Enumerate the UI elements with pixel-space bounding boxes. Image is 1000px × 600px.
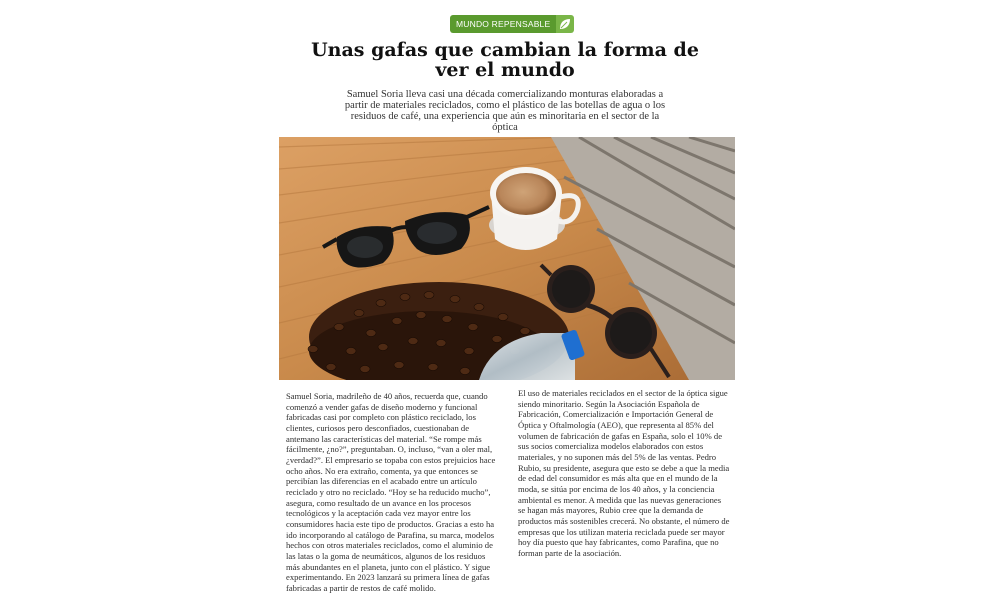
article-title: Unas gafas que cambian la forma de ver el mundo [311,39,699,81]
article-subtitle: Samuel Soria lleva casi una década comercializando monturas elaboradas a partir de materiales reciclados, como el plástico de las botellas de agua o los residuos de café, una experiencia que aún es minoritaria en el sector de la óptica [344,89,666,133]
leaf-icon [556,15,574,33]
article-photo [279,137,735,380]
article-body-column-right: El uso de materiales reciclados en el sector de la óptica sigue siendo minoritario. Según la Asociación Española de Fabricación, Comercialización e Importación General de Óptica y Oftalmología (AEO), que representa al 85% del volumen de fabricación de gafas en España, solo el 10% de sus socios comercializa modelos elaborados con estos materiales, y no suponen más del 5% de las ventas. Pedro Rubio, su presidente, asegura que esto se debe a que la media de edad del consumidor es más alta que en el mundo de la moda, se sitúa por encima de los 40 años, y la conciencia ambiental es menor. A medida que las nuevas generaciones se hagan más mayores, Rubio cree que la demanda de productos más sostenibles crecerá. No obstante, el número de empresas que los utilizan materia reciclada puede ser mayor hoy día puesto que hay fabricantes, como Parafina, que no forman parte de la asociación. [518,388,730,558]
coffee-sunglasses-illustration [279,137,735,380]
section-label: MUNDO REPENSABLE [450,15,556,33]
article-body-column-left: Samuel Soria, madrileño de 40 años, recuerda que, cuando comenzó a vender gafas de diseño moderno y funcional fabricadas casi por completo con plástico reciclado, los clientes, curiosos pero desconfiados, cuestionaban de antemano las características del material. “Se rompe más fácilmente, ¿no?”, preguntaban. O, incluso, “van a oler mal, ¿verdad?”. El empresario se topaba con estos prejuicios hace ocho años. No era extraño, comenta, ya que entonces se percibían las diferencias en el acabado entre un artículo reciclado y otro no reciclado. “Hoy se ha reducido mucho”, asegura, como resultado de un avance en los procesos tecnológicos y la aceptación cada vez mayor entre los consumidores hacia este tipo de productos. Gracias a esto ha ido incorporando al catálogo de Parafina, su marca, modelos hechos con otros materiales reciclados, como el aluminio de las latas o la goma de neumáticos, algunos de los residuos más abundantes en el planeta, junto con el plástico. Y sigue experimentando. En 2023 lanzará su primera línea de gafas fabricadas a partir de restos de café molido. [286,391,496,593]
section-badge [450,15,574,33]
